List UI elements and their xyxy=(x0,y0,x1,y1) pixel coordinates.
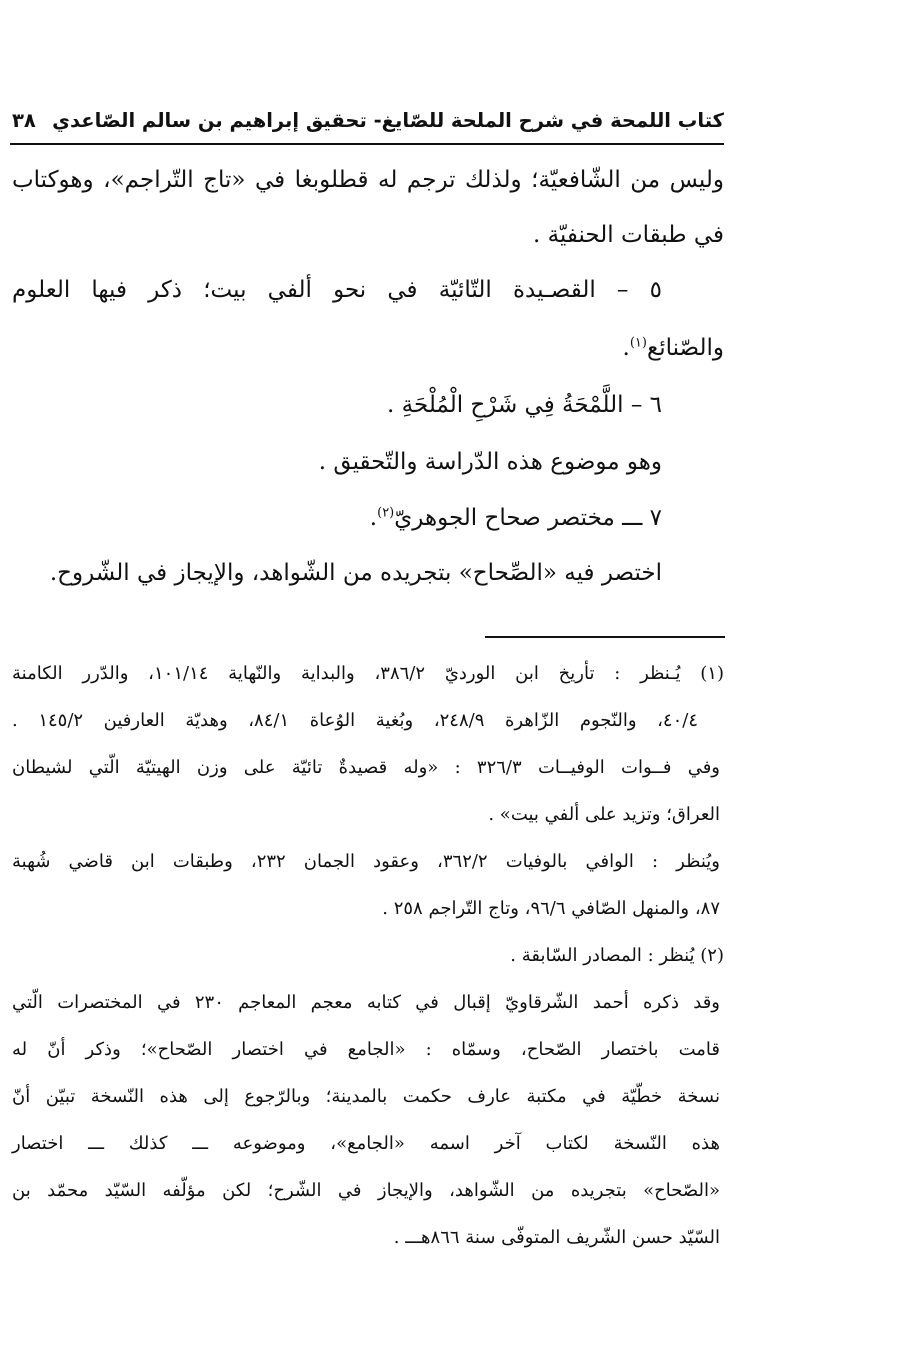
body-line-end: . xyxy=(622,335,630,361)
body-line xyxy=(12,498,662,538)
footnote-line: العراق؛ وتزيد على ألفي بيت» . xyxy=(488,804,720,825)
running-header xyxy=(12,102,724,138)
footnote-ref: (٢) xyxy=(377,505,395,521)
body-line: وهو موضوع هذه الدّراسة والتّحقيق . xyxy=(318,449,662,475)
body-line xyxy=(12,328,724,368)
body-line: وليس من الشّافعيّة؛ ولذلك ترجم له قطلوبغا في «تاج التّراجم»، وهوكتاب xyxy=(12,167,724,193)
footnote-line: «الصّحاح» بتجريده من الشّواهد، والإيجاز في الشّرح؛ لكن مؤلّفه السّيّد محمّد بن xyxy=(12,1180,721,1201)
footnote-line: ٤٠/٤، والنّجوم الزّاهرة ٢٤٨/٩، وبُغية الوُعاة ٨٤/١، وهديّة العارفين ١٤٥/٢ . xyxy=(12,710,698,731)
footnote-line: ويُنظر : الوافي بالوفيات ٣٦٢/٢، وعقود الجمان ٢٣٢، وطبقات ابن قاضي شُهبة xyxy=(12,851,720,872)
page-number: ٣٨ xyxy=(12,108,36,132)
body-line: في طبقات الحنفيّة . xyxy=(532,222,724,248)
body-line: اختصر فيه «الصِّحاح» بتجريده من الشّواهد، والإيجاز في الشّروح. xyxy=(49,560,662,586)
footnote-divider xyxy=(485,636,725,638)
footnote-line: نسخة خطّيّة في مكتبة عارف حكمت بالمدينة؛ وبالرّجوع إلى هذه النّسخة تبيّن أنّ xyxy=(12,1086,720,1107)
body-line-text: ٧ ـــ مختصر صحاح الجوهريّ xyxy=(394,505,662,531)
footnote-line: وقد ذكره أحمد الشّرقاويّ إقبال في كتابه معجم المعاجم ٢٣٠ في المختصرات الّتي xyxy=(12,992,720,1013)
footnote-line: قامت باختصار الصّحاح، وسمّاه : «الجامع في اختصار الصّحاح»؛ وذكر أنّ له xyxy=(12,1039,720,1060)
running-header-title: كتاب اللمحة في شرح الملحة للصّايغ- تحقيق إبراهيم بن سالم الصّاعدي xyxy=(52,108,724,132)
footnote-line: (١) يُـنظر : تأريخ ابن الورديّ ٣٨٦/٢، والبداية والنّهاية ١٠١/١٤، والدّرر الكامنة xyxy=(12,663,724,684)
body-line-end: . xyxy=(369,505,378,531)
footnote-ref: (١) xyxy=(629,335,647,351)
footnote-line: هذه النّسخة لكتاب آخر اسمه «الجامع»، وموضوعه ـــ كذلك ـــ اختصار xyxy=(12,1133,720,1154)
body-line: ٦ – اللَّمْحَةُ فِي شَرْحِ الْمُلْحَةِ . xyxy=(387,392,662,418)
footnote-line: وفي فــوات الوفيــات ٣٢٦/٣ : «وله قصيدةٌ تائيّة على وزن الهيتيّة الّتي لشيطان xyxy=(12,757,720,778)
header-divider xyxy=(10,143,724,145)
body-line: ٥ – القصـيدة التّائيّة في نحو ألفي بيت؛ ذكر فيها العلوم xyxy=(12,277,662,303)
footnote-line: ٨٧، والمنهل الصّافي ٩٦/٦، وتاج التّراجم ٢٥٨ . xyxy=(382,898,720,919)
footnote-line: السّيّد حسن الشّريف المتوفّى سنة ٨٦٦هـــ . xyxy=(393,1227,720,1248)
body-line-text: والصّنائع xyxy=(646,335,724,361)
footnote-line: (٢) يُنظر : المصادر السّابقة . xyxy=(510,945,724,966)
